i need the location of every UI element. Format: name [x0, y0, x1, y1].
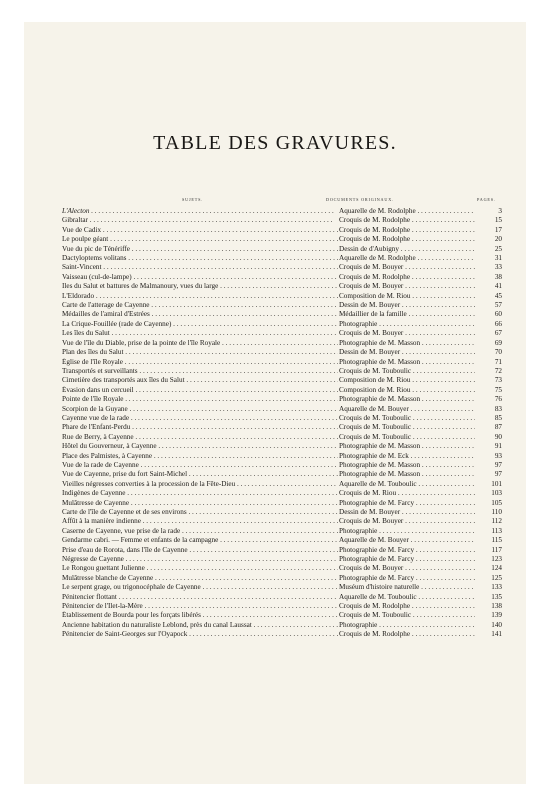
entry-subject: Transportés et surveillants . . .: [62, 367, 338, 376]
entry-page: 90: [494, 432, 502, 441]
list-item: [62, 546, 502, 555]
entry-subject: Pointe de l'île Royale . . .: [62, 395, 338, 404]
entry-document: Aquarelle de M. Rodolphe . . .: [339, 207, 475, 216]
entry-document: Photographie de M. Masson . . .: [339, 461, 475, 470]
entry-subject: Vue de Cayenne, prise du fort Saint-Michel . . .: [62, 470, 338, 479]
entry-document: Photographie . . .: [339, 621, 475, 630]
entry-page: 45: [494, 291, 502, 300]
list-item: [62, 263, 502, 272]
entry-document: Aquarelle de M. Touboulic . . .: [339, 480, 475, 489]
header-pages: PAGES.: [477, 197, 496, 202]
entry-document: Photographie de M. Eck . . .: [339, 452, 475, 461]
list-item: [62, 367, 502, 376]
entry-document: Aquarelle de M. Bouyer . . .: [339, 536, 475, 545]
list-item: [62, 442, 502, 451]
entry-document: Croquis de M. Rodolphe . . .: [339, 226, 475, 235]
list-item: [62, 376, 502, 385]
entry-document: Dessin de M. Bouyer . . .: [339, 301, 475, 310]
list-item: [62, 536, 502, 545]
list-item: [62, 574, 502, 583]
entry-page: 123: [491, 555, 502, 564]
list-item: [62, 292, 502, 301]
entry-page: 97: [494, 460, 502, 469]
entry-page: 125: [491, 573, 502, 582]
entry-page: 117: [491, 545, 502, 554]
list-item: [62, 339, 502, 348]
entry-subject: Évasion dans un cercueil . . .: [62, 386, 338, 395]
entry-subject: Plan des îles du Salut . . .: [62, 348, 338, 357]
list-item: [62, 508, 502, 517]
entry-document: Aquarelle de M. Rodolphe . . .: [339, 254, 475, 263]
list-item: [62, 433, 502, 442]
entry-document: Croquis de M. Rodolphe . . .: [339, 602, 475, 611]
entry-subject: Les îles du Salut . . .: [62, 329, 338, 338]
entry-subject: Carte de l'île de Cayenne et de ses environs . . .: [62, 508, 338, 517]
list-item: [62, 395, 502, 404]
entry-subject: Le Rongou guettant Julienne . . .: [62, 564, 338, 573]
list-item: [62, 254, 502, 263]
list-item: [62, 583, 502, 592]
entry-document: Croquis de M. Rodolphe . . .: [339, 216, 475, 225]
entry-page: 41: [494, 282, 502, 291]
entry-document: Croquis de M. Touboulic . . .: [339, 423, 475, 432]
list-item: [62, 630, 502, 639]
entry-document: Croquis de M. Rodolphe . . .: [339, 273, 475, 282]
entry-document: Photographie de M. Masson . . .: [339, 395, 475, 404]
entry-document: Dessin de M. Bouyer . . .: [339, 508, 475, 517]
entry-subject: Affût à la manière indienne . . .: [62, 517, 338, 526]
entry-document: Croquis de M. Riou . . .: [339, 489, 475, 498]
entry-document: Composition de M. Riou . . .: [339, 376, 475, 385]
entry-subject: Place des Palmistes, à Cayenne . . .: [62, 452, 338, 461]
entry-subject: Vue de Cadix . . .: [62, 226, 338, 235]
entry-page: 31: [494, 254, 502, 263]
entry-subject: Prise d'eau de Rorota, dans l'île de Cayenne . . .: [62, 546, 338, 555]
entry-document: Photographie de M. Masson . . .: [339, 470, 475, 479]
list-item: [62, 555, 502, 564]
entry-subject: Négresse de Cayenne . . .: [62, 555, 338, 564]
list-item: [62, 517, 502, 526]
list-item: [62, 348, 502, 357]
entry-subject: Pénitencier de Saint-Georges sur l'Oyapock . . .: [62, 630, 338, 639]
entry-page: 115: [491, 536, 502, 545]
list-item: [62, 423, 502, 432]
entry-subject: Pénitencier flottant . . .: [62, 593, 338, 602]
list-item: [62, 593, 502, 602]
entry-document: Croquis de M. Rodolphe . . .: [339, 235, 475, 244]
entry-page: 138: [491, 602, 502, 611]
list-item: [62, 405, 502, 414]
entry-page: 71: [494, 357, 502, 366]
entry-subject: Rue de Berry, à Cayenne . . .: [62, 433, 338, 442]
entry-document: Aquarelle de M. Bouyer . . .: [339, 405, 475, 414]
entry-page: 73: [494, 376, 502, 385]
entry-subject: Dactyloptems volitans . . .: [62, 254, 338, 263]
entry-page: 140: [491, 620, 502, 629]
entry-page: 110: [491, 508, 502, 516]
entry-page: 17: [494, 225, 502, 234]
list-item: [62, 273, 502, 282]
entry-page: 38: [494, 272, 502, 281]
list-item: [62, 489, 502, 498]
entry-page: 112: [491, 517, 502, 526]
entry-document: Croquis de M. Bouyer . . .: [339, 263, 475, 272]
list-item: [62, 414, 502, 423]
entry-page: 133: [491, 583, 502, 592]
entry-subject: Cimetière des transportés aux îles du Salut . . .: [62, 376, 338, 385]
list-item: [62, 470, 502, 479]
entry-subject: Vaisseau (cul-de-lampe) . . .: [62, 273, 338, 282]
header-documents: DOCUMENTS ORIGINAUX.: [326, 197, 394, 202]
entry-subject: L'Alecton . . .: [62, 207, 338, 216]
entry-document: Croquis de M. Rodolphe . . .: [339, 630, 475, 639]
entry-page: 85: [494, 413, 502, 422]
entry-document: Muséum d'histoire naturelle . . .: [339, 583, 475, 592]
entry-page: 83: [494, 404, 502, 413]
entry-subject: Vieilles négresses converties à la procession de la Fête-Dieu . . .: [62, 480, 338, 489]
entry-page: 67: [494, 329, 502, 338]
entry-document: Croquis de M. Touboulic . . .: [339, 414, 475, 423]
entry-page: 72: [494, 366, 502, 375]
entry-page: 57: [494, 301, 502, 310]
entry-subject: Indigènes de Cayenne . . .: [62, 489, 338, 498]
entry-document: Composition de M. Riou . . .: [339, 292, 475, 301]
entry-page: 113: [491, 526, 502, 535]
entry-page: 103: [491, 489, 502, 498]
entry-document: Photographie . . .: [339, 320, 475, 329]
entry-subject: Iles du Salut et battures de Malmanoury, vues du large . . .: [62, 282, 338, 291]
entry-document: Photographie de M. Farcy . . .: [339, 574, 475, 583]
entry-document: Médaillier de la famille . . .: [339, 310, 475, 319]
entry-subject: Gendarme cabri. — Femme et enfants de la campagne . . .: [62, 536, 338, 545]
entry-subject: Ancienne habitation du naturaliste Leblond, près du canal Laussat . . .: [62, 621, 338, 630]
entry-subject: Établissement de Bourda pour les forçats libérés . . .: [62, 611, 338, 620]
entry-page: 66: [494, 319, 502, 328]
entry-subject: Pénitencier de l'Ilet-la-Mère . . .: [62, 602, 338, 611]
entry-document: Croquis de M. Bouyer . . .: [339, 517, 475, 526]
entry-subject: Phare de l'Enfant-Perdu . . .: [62, 423, 338, 432]
entry-page: 135: [491, 592, 502, 601]
entry-document: Photographie de M. Farcy . . .: [339, 555, 475, 564]
entry-page: 101: [491, 479, 502, 488]
book-page: [24, 22, 526, 784]
entry-document: Croquis de M. Touboulic . . .: [339, 433, 475, 442]
list-item: [62, 358, 502, 367]
entry-document: Croquis de M. Touboulic . . .: [339, 367, 475, 376]
list-item: [62, 282, 502, 291]
entry-document: Dessin de M. Bouyer . . .: [339, 348, 475, 357]
entry-page: 70: [494, 348, 502, 357]
column-headers: [24, 197, 526, 205]
entry-subject: Le serpent grage, ou trigonocéphale de Cayenne . . .: [62, 583, 338, 592]
header-subjects: SUJETS.: [182, 197, 204, 202]
entry-subject: Hôtel du Gouverneur, à Cayenne . . .: [62, 442, 338, 451]
list-item: [62, 320, 502, 329]
entry-page: 75: [494, 385, 502, 394]
entry-subject: Cayenne vue de la rade . . .: [62, 414, 338, 423]
entry-document: Photographie de M. Farcy . . .: [339, 499, 475, 508]
entry-page: 124: [491, 564, 502, 573]
engravings-list: [62, 207, 502, 640]
entry-document: Photographie de M. Masson . . .: [339, 339, 475, 348]
entry-page: 97: [494, 470, 502, 479]
entry-page: 25: [494, 244, 502, 253]
entry-subject: Gibraltar . . .: [62, 216, 338, 225]
entry-subject: Mulâtresse de Cayenne . . .: [62, 499, 338, 508]
entry-document: Croquis de M. Bouyer . . .: [339, 564, 475, 573]
entry-page: 69: [494, 338, 502, 347]
entry-subject: Saint-Vincent . . .: [62, 263, 338, 272]
entry-document: Photographie de M. Farcy . . .: [339, 546, 475, 555]
entry-document: Aquarelle de M. Touboulic . . .: [339, 593, 475, 602]
list-item: [62, 226, 502, 235]
entry-subject: Le poulpe géant . . .: [62, 235, 338, 244]
entry-page: 3: [498, 207, 502, 215]
entry-subject: Médailles de l'amiral d'Estrées . . .: [62, 310, 338, 319]
list-item: [62, 461, 502, 470]
entry-subject: Caserne de Cayenne, vue prise de la rade . . .: [62, 527, 338, 536]
list-item: [62, 452, 502, 461]
list-item: [62, 245, 502, 254]
entry-subject: Vue de la rade de Cayenne . . .: [62, 461, 338, 470]
entry-subject: Scorpion de la Guyane . . .: [62, 405, 338, 414]
entry-document: Composition de M. Riou . . .: [339, 386, 475, 395]
list-item: [62, 499, 502, 508]
entry-subject: La Crique-Fouillée (rade de Cayenne) . . .: [62, 320, 338, 329]
entry-subject: Église de l'île Royale . . .: [62, 358, 338, 367]
entry-page: 33: [494, 263, 502, 272]
list-item: [62, 329, 502, 338]
entry-document: Dessin de d'Aubigny . . .: [339, 245, 475, 254]
entry-page: 20: [494, 235, 502, 244]
entry-page: 60: [494, 310, 502, 319]
entry-subject: Mulâtresse blanche de Cayenne . . .: [62, 574, 338, 583]
entry-page: 87: [494, 423, 502, 432]
entry-document: Croquis de M. Bouyer . . .: [339, 329, 475, 338]
entry-document: Photographie de M. Masson . . .: [339, 442, 475, 451]
entry-page: 105: [491, 498, 502, 507]
entry-page: 139: [491, 611, 502, 620]
list-item: [62, 527, 502, 536]
entry-page: 15: [494, 216, 502, 225]
entry-subject: Vue de l'île du Diable, prise de la pointe de l'île Royale . . .: [62, 339, 338, 348]
entry-page: 141: [491, 630, 502, 639]
entry-document: Croquis de M. Touboulic . . .: [339, 611, 475, 620]
page-title: TABLE DES GRAVURES.: [153, 132, 397, 154]
entry-subject: L'Eldorado . . .: [62, 292, 338, 301]
entry-page: 76: [494, 395, 502, 404]
entry-document: Photographie . . .: [339, 527, 475, 536]
entry-document: Croquis de M. Bouyer . . .: [339, 282, 475, 291]
list-item: [62, 235, 502, 244]
list-item: [62, 386, 502, 395]
list-item: [62, 216, 502, 225]
list-item: [62, 621, 502, 630]
list-item: [62, 207, 502, 216]
entry-page: 93: [494, 451, 502, 460]
entry-subject: Vue du pic de Ténériffe . . .: [62, 245, 338, 254]
entry-document: Photographie de M. Masson . . .: [339, 358, 475, 367]
list-item: [62, 564, 502, 573]
list-item: [62, 480, 502, 489]
entry-subject: Carte de l'atterage de Cayenne . . .: [62, 301, 338, 310]
list-item: [62, 602, 502, 611]
list-item: [62, 611, 502, 620]
entry-page: 91: [494, 442, 502, 451]
list-item: [62, 301, 502, 310]
list-item: [62, 310, 502, 319]
